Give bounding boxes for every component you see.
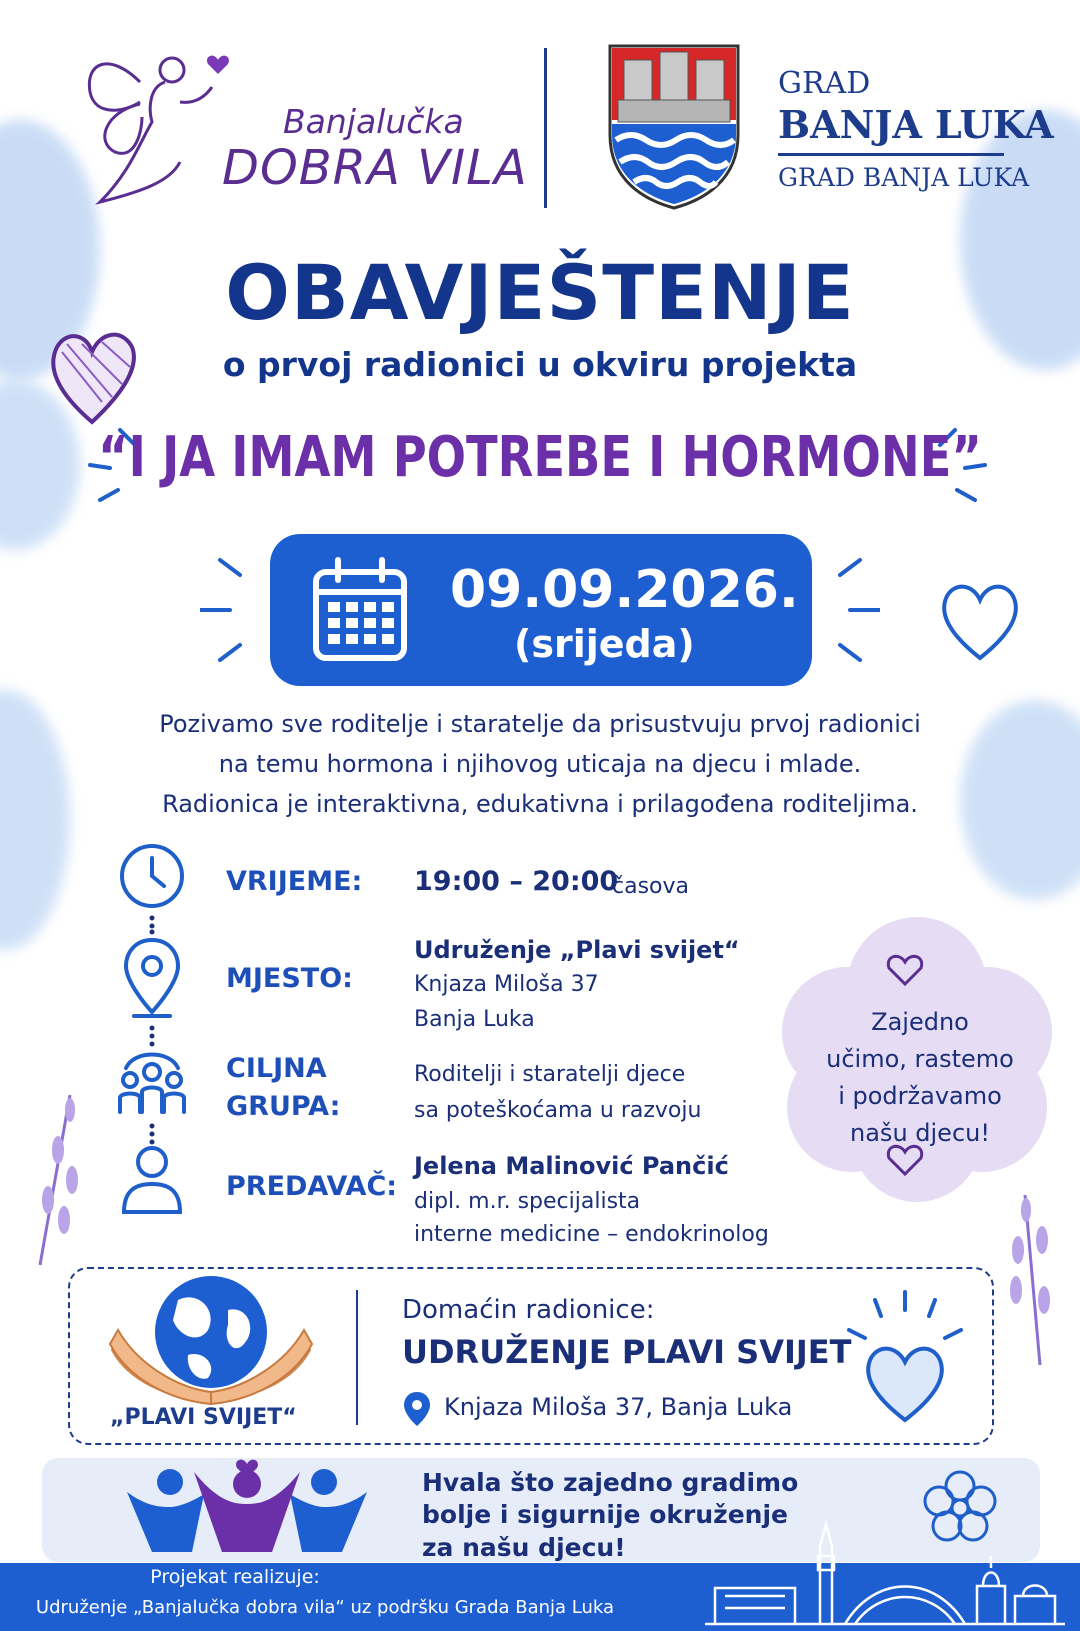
place-label: MJESTO: xyxy=(226,963,353,994)
cloud-text: Zajedno xyxy=(871,1008,969,1036)
page-title: OBAVJEŠTENJE xyxy=(225,248,855,337)
city-rule xyxy=(778,153,1004,156)
host-heading: Domaćin radionice: xyxy=(402,1295,655,1325)
host-logo-label: „PLAVI SVIJET“ xyxy=(110,1405,297,1430)
time-unit: časova xyxy=(612,874,689,899)
lecturer-title: dipl. m.r. specijalista xyxy=(414,1189,641,1214)
coat-of-arms-icon xyxy=(604,40,744,212)
org-name-line2: DOBRA VILA xyxy=(222,140,528,196)
group-line: sa poteškoćama u razvoju xyxy=(414,1098,702,1123)
host-name: UDRUŽENJE PLAVI SVIJET xyxy=(402,1333,852,1371)
intro-line: Pozivamo sve roditelje i staratelje da prisustvuju prvoj radionici xyxy=(159,710,921,738)
group-label-line1: CILJNA xyxy=(226,1053,327,1084)
cloud-text: učimo, rastemo xyxy=(826,1045,1014,1073)
host-divider xyxy=(356,1290,358,1425)
footer-line2: Udruženje „Banjalučka dobra vila“ uz podršku Grada Banja Luka xyxy=(35,1597,615,1618)
group-line: Roditelji i staratelji djece xyxy=(414,1062,686,1087)
event-day: (srijeda) xyxy=(514,622,695,666)
event-date: 09.09.2026. xyxy=(450,560,799,620)
lecturer-label: PREDAVAČ: xyxy=(226,1171,398,1202)
lecturer-name: Jelena Malinović Pančić xyxy=(414,1152,729,1180)
header-divider xyxy=(544,48,547,208)
host-address: Knjaza Miloša 37, Banja Luka xyxy=(444,1393,793,1421)
city-line2: BANJA LUKA xyxy=(778,102,1054,147)
heart-burst-icon xyxy=(835,1290,975,1425)
lecturer-title: interne medicine – endokrinolog xyxy=(414,1222,769,1247)
details-icons xyxy=(112,840,192,1240)
project-title: “I JA IMAM POTREBE I HORMONE” xyxy=(98,425,982,490)
place-line: Udruženje „Plavi svijet“ xyxy=(414,936,740,964)
lavender-sprig-icon xyxy=(1000,1190,1070,1370)
group-label-line2: GRUPA: xyxy=(226,1091,341,1122)
heart-outline-icon xyxy=(935,576,1025,666)
cloud-text: i podržavamo xyxy=(838,1082,1002,1110)
place-line: Banja Luka xyxy=(414,1007,535,1032)
lavender-sprig-icon xyxy=(20,1090,90,1270)
page-subtitle: o prvoj radionici u okviru projekta xyxy=(222,345,858,384)
cloud-text: našu djecu! xyxy=(850,1119,990,1147)
time-label: VRIJEME: xyxy=(226,866,363,897)
globe-hands-logo-icon xyxy=(108,1270,314,1410)
location-pin-icon xyxy=(402,1390,432,1428)
city-line1: GRAD xyxy=(778,66,871,101)
calendar-icon xyxy=(310,556,410,664)
thanks-line: bolje i sigurnije okruženje xyxy=(422,1500,788,1529)
people-group-icon xyxy=(122,1452,372,1557)
org-name-line1: Banjalučka xyxy=(283,102,464,141)
thanks-line: za našu djecu! xyxy=(422,1533,626,1562)
time-value: 19:00 – 20:00 xyxy=(414,866,619,897)
footer-line1: Projekat realizuje: xyxy=(150,1566,320,1588)
city-line3: GRAD BANJA LUKA xyxy=(778,163,1030,192)
fairy-logo-icon xyxy=(80,42,240,212)
city-skyline-icon xyxy=(705,1516,1065,1628)
place-line: Knjaza Miloša 37 xyxy=(414,972,599,997)
intro-line: na temu hormona i njihovog uticaja na djecu i mlade. xyxy=(218,750,862,778)
intro-line: Radionica je interaktivna, edukativna i prilagođena roditeljima. xyxy=(162,790,918,818)
thanks-line: Hvala što zajedno gradimo xyxy=(422,1468,799,1497)
